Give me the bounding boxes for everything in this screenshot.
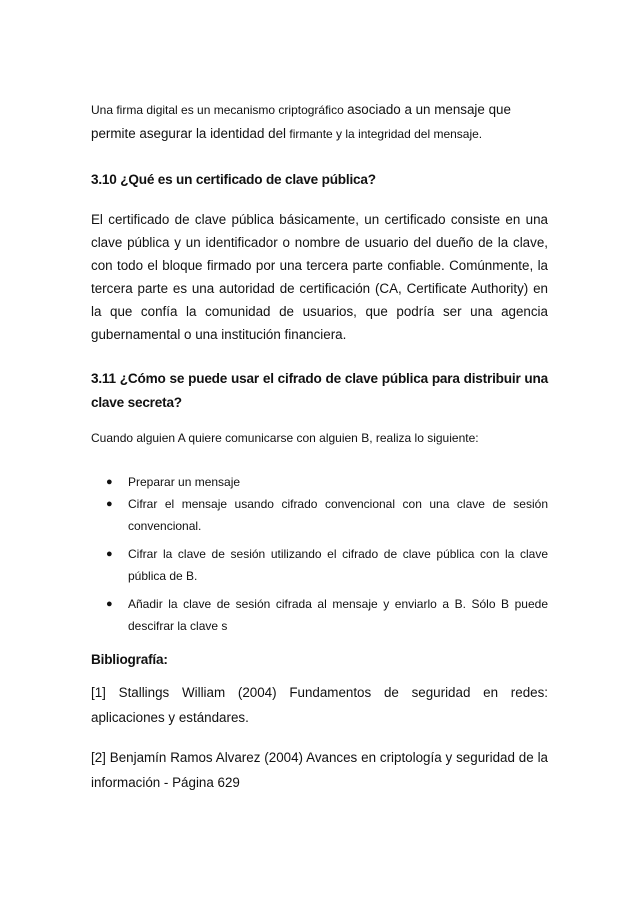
list-item-text: Cifrar el mensaje usando cifrado convencional con una clave de sesión convencional. — [128, 497, 548, 533]
steps-list — [91, 471, 548, 637]
bibliography-item-1: [1] Stallings William (2004) Fundamentos de seguridad en redes: aplicaciones y estándares. — [91, 685, 548, 725]
section-310-heading: 3.10 ¿Qué es un certificado de clave pública? — [91, 172, 376, 187]
list-item — [91, 543, 548, 587]
intro-text-part1: Una firma digital es un mecanismo criptográfico — [91, 103, 344, 117]
bullet-icon: ● — [106, 598, 113, 610]
section-311-intro: Cuando alguien A quiere comunicarse con alguien B, realiza lo siguiente: — [91, 431, 479, 445]
list-item — [91, 593, 548, 637]
bullet-icon: ● — [106, 548, 113, 560]
intro-paragraph — [91, 98, 548, 146]
list-item-text: Cifrar la clave de sesión utilizando el cifrado de clave pública con la clave pública de B. — [128, 547, 548, 583]
intro-text-part3: firmante y la integridad del mensaje. — [289, 127, 483, 141]
bullet-icon: ● — [106, 476, 113, 488]
section-311-heading: 3.11 ¿Cómo se puede usar el cifrado de clave pública para distribuir una clave secreta? — [91, 371, 548, 410]
list-item-text: Preparar un mensaje — [128, 475, 241, 489]
bibliography-heading: Bibliografía: — [91, 652, 168, 667]
intro-text-part2: asociado a un mensaje que permite asegurar la identidad del — [91, 102, 511, 141]
list-item — [91, 471, 548, 493]
bullet-icon: ● — [106, 498, 113, 510]
list-item — [91, 493, 548, 537]
bibliography-item-2: [2] Benjamín Ramos Alvarez (2004) Avances en criptología y seguridad de la información - Página 629 — [91, 750, 548, 790]
section-310-body: El certificado de clave pública básicamente, un certificado consiste en una clave pública y un identificador o nombre de usuario del dueño de la clave, con todo el bloque firmado por una tercera parte confiable. Comúnmente, la tercera parte es una autoridad de certificación (CA, Certificate Authority) en la que confía la comunidad de usuarios, que podría ser una agencia gubernamental o una institución financiera. — [91, 212, 548, 342]
list-item-text: Añadir la clave de sesión cifrada al mensaje y enviarlo a B. Sólo B puede descifrar la clave s — [128, 597, 548, 633]
